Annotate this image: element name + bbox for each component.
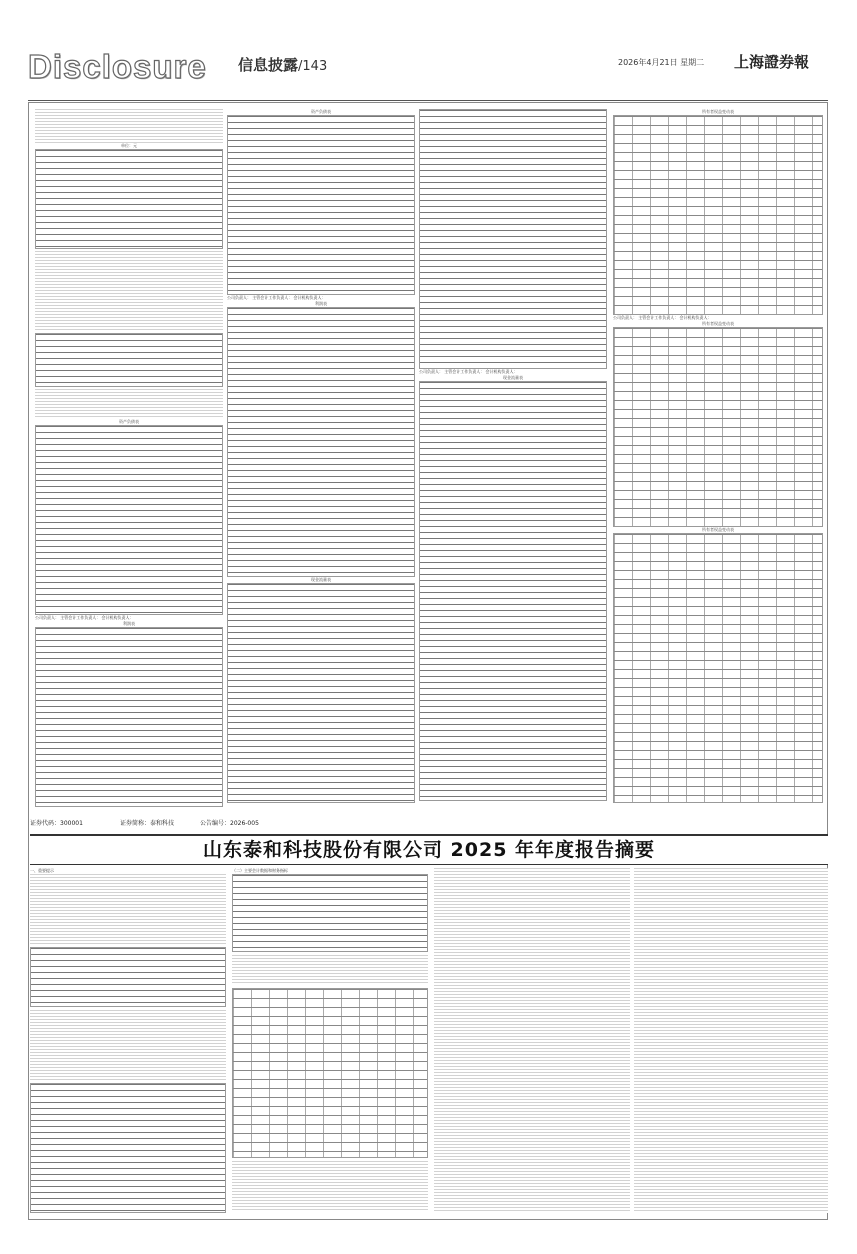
signature-line: 公司负责人： 主管会计工作负责人： 会计机构负责人： (227, 295, 326, 300)
table-title: 所有者权益变动表 (702, 527, 734, 532)
table-title: 现金流量表 (311, 577, 331, 582)
column-1 (35, 109, 223, 809)
stock-name: 证券简称：泰和科技 (120, 820, 175, 827)
summary-column-3 (434, 868, 630, 1218)
equity-change-table (613, 327, 823, 527)
table-unit-label: 单位：元 (121, 143, 137, 148)
equity-change-table (613, 533, 823, 803)
annual-report-summary (30, 868, 828, 1218)
masthead-brand: Disclosure (28, 48, 207, 85)
key-data-table (232, 874, 428, 952)
headline-banner (30, 834, 828, 865)
data-table (30, 1083, 226, 1213)
table-title: 现金流量表 (503, 375, 523, 380)
text-block (232, 955, 428, 985)
income-statement-table (35, 627, 223, 807)
section-name: 信息披露 (238, 56, 299, 74)
column-4 (613, 109, 823, 809)
newspaper-logo: 上海證券報 (734, 53, 810, 71)
headline: 山东泰和科技股份有限公司 2025 年年度报告摘要 (202, 839, 656, 861)
masthead-rule (28, 100, 828, 101)
data-table (30, 947, 226, 1007)
income-statement-table (227, 307, 415, 577)
cash-flow-table (227, 583, 415, 803)
masthead (28, 30, 828, 100)
cash-flow-table (419, 109, 607, 369)
signature-line: 公司负责人： 主管会计工作负责人： 会计机构负责人： (35, 615, 134, 620)
announcement-number: 公告编号：2026-005 (200, 820, 259, 827)
equity-change-table (613, 115, 823, 315)
column-2 (227, 109, 415, 809)
section-heading: （二）主要会计数据和财务指标 (232, 868, 288, 873)
table-title: 资产负债表 (311, 109, 331, 114)
text-block (434, 868, 630, 1213)
summary-column-1 (30, 868, 226, 1218)
signature-line: 公司负责人： 主管会计工作负责人： 会计机构负责人： (419, 369, 518, 374)
text-block (35, 389, 223, 419)
column-3 (419, 109, 607, 809)
text-block (634, 868, 828, 1213)
text-block (35, 251, 223, 331)
balance-sheet-table (227, 115, 415, 295)
summary-column-4 (634, 868, 828, 1218)
data-table (35, 149, 223, 249)
text-block (30, 1010, 226, 1080)
issue-date: 2026年4月21日 星期二 (618, 58, 705, 67)
section-heading: 一、重要提示 (30, 868, 54, 873)
shareholder-table (232, 988, 428, 1158)
cash-flow-table (419, 381, 607, 801)
table-title: 所有者权益变动表 (702, 109, 734, 114)
data-table (35, 333, 223, 387)
table-title: 利润表 (123, 621, 135, 626)
text-block (232, 1161, 428, 1211)
summary-column-2 (232, 868, 428, 1218)
signature-line: 公司负责人： 主管会计工作负责人： 会计机构负责人： (613, 315, 712, 320)
text-block (35, 109, 223, 143)
table-title: 所有者权益变动表 (702, 321, 734, 326)
table-title: 资产负债表 (119, 419, 139, 424)
balance-sheet-table (35, 425, 223, 615)
section-title (238, 54, 327, 75)
table-title: 利润表 (315, 301, 327, 306)
page-number: /143 (298, 59, 328, 74)
stock-code: 证券代码：300001 (30, 820, 83, 827)
text-block (30, 874, 226, 944)
